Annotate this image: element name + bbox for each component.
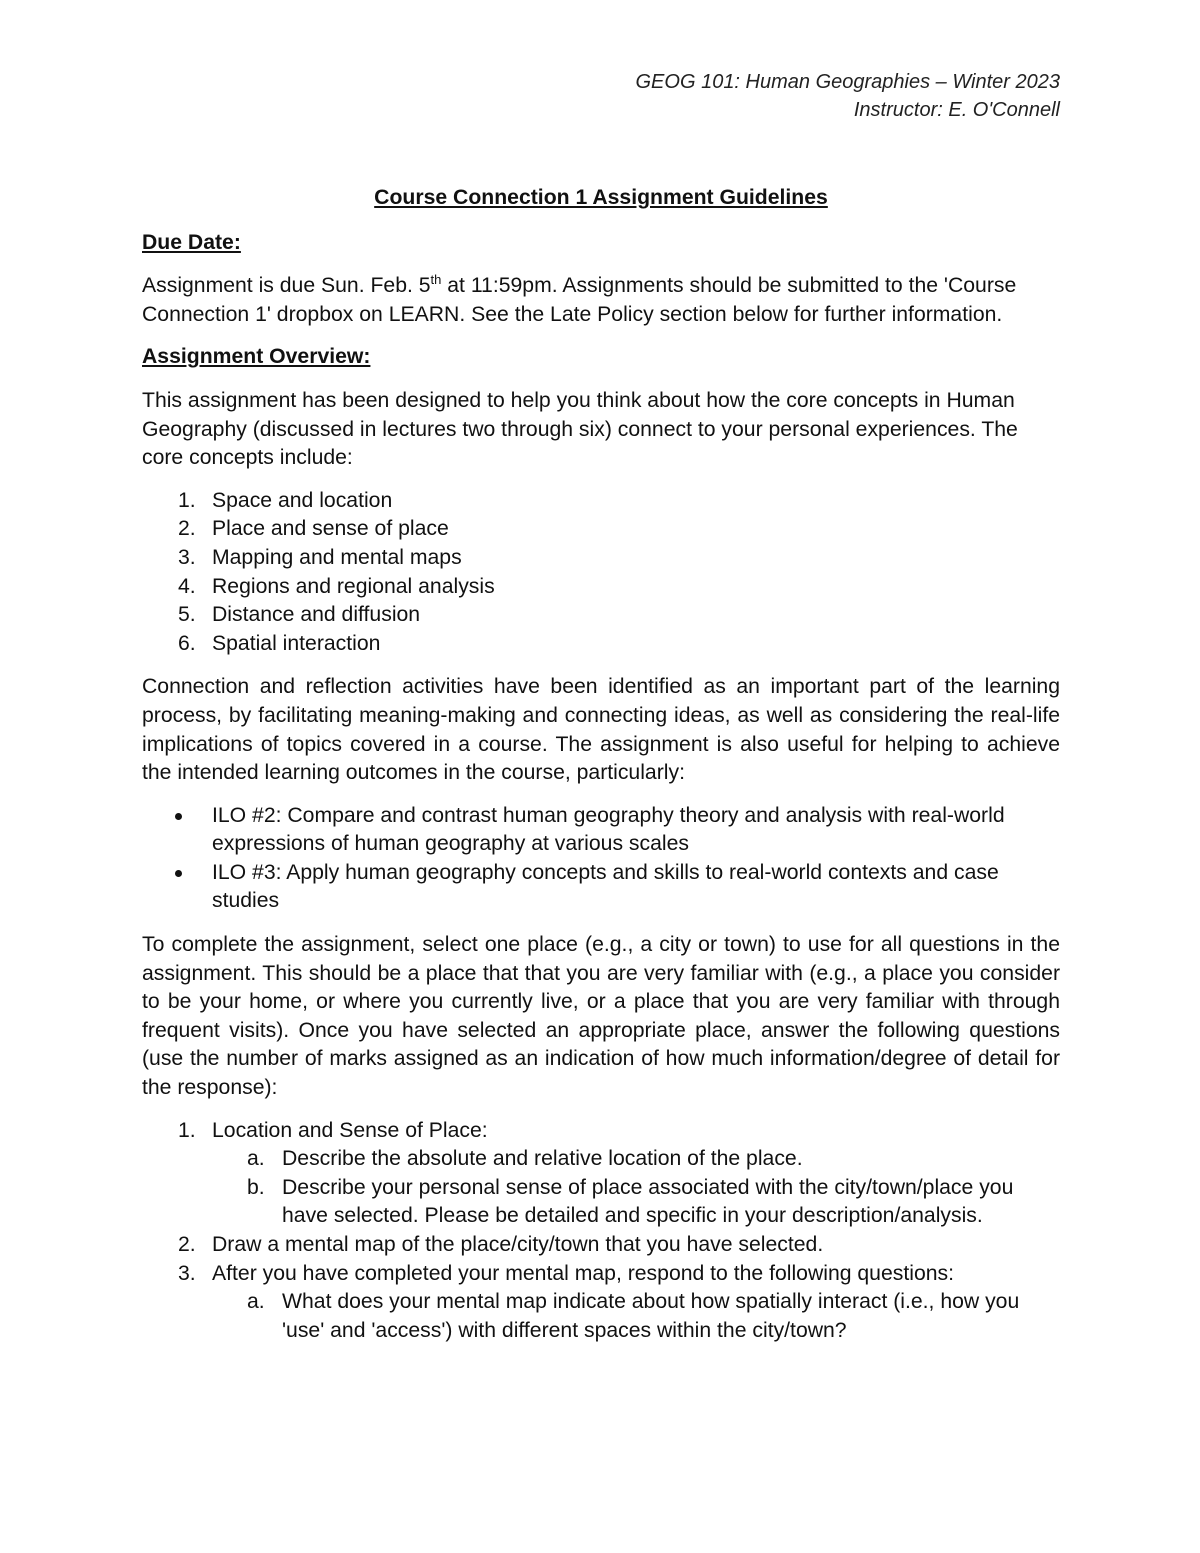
sub-question-list <box>212 1288 1060 1345</box>
list-number: 1. <box>178 488 196 512</box>
list-item-text: Spatial interaction <box>212 631 381 655</box>
core-concepts-list <box>142 487 1060 659</box>
due-date-ordinal: th <box>430 272 442 288</box>
question-number: 2. <box>178 1233 196 1256</box>
page-header <box>636 68 1061 124</box>
list-item <box>142 802 1060 859</box>
list-number: 5. <box>178 603 196 627</box>
list-item-text: ILO #2: Compare and contrast human geography theory and analysis with real-world expressions of human geography at various scales <box>212 803 1005 856</box>
question-item <box>142 1231 1060 1260</box>
sub-question-text: Describe your personal sense of place associated with the city/town/place you have selected. Please be detailed and specific in your description/analysis. <box>282 1175 1014 1228</box>
sub-question-letter: a. <box>247 1290 265 1314</box>
due-date-paragraph <box>142 272 1060 329</box>
list-number: 6. <box>178 631 196 655</box>
sub-question-text: What does your mental map indicate about how spatially interact (i.e., how you 'use' and 'access') with different spaces within the city/town? <box>282 1290 1020 1342</box>
question-number: 1. <box>178 1118 196 1142</box>
ilo-list <box>142 802 1060 916</box>
bullet-icon <box>175 870 182 877</box>
question-number: 3. <box>178 1261 196 1285</box>
list-item-text: Mapping and mental maps <box>212 545 462 569</box>
list-number: 3. <box>178 545 196 569</box>
list-item <box>142 601 1060 630</box>
due-date-text-start: Assignment is due Sun. Feb. 5 <box>142 274 431 298</box>
list-item-text: Space and location <box>212 488 393 512</box>
question-item <box>142 1117 1060 1231</box>
sub-question-letter: a. <box>247 1147 265 1171</box>
sub-question-item <box>212 1174 1060 1231</box>
sub-question-text: Describe the absolute and relative location of the place. <box>282 1147 803 1171</box>
question-text: Location and Sense of Place: <box>212 1118 488 1142</box>
course-title: GEOG 101: Human Geographies – Winter 2023 <box>635 71 1060 93</box>
connection-paragraph: Connection and reflection activities have been identified as an important part of the learning process, by facilitating meaning-making and connecting ideas, as well as considering the real-life implications of topics covered in a course. The assignment is also useful for helping to achieve the intended learning outcomes in the course, particularly: <box>142 675 1060 785</box>
list-item <box>142 859 1060 916</box>
question-text: After you have completed your mental map, respond to the following questions: <box>212 1261 954 1285</box>
due-date-text-end: at 11:59pm. Assignments should be submitted to the 'Course Connection 1' dropbox on LEARN. See the Late Policy section below for further information. <box>142 274 1017 326</box>
list-item <box>142 544 1060 573</box>
list-item-text: Place and sense of place <box>212 517 449 541</box>
sub-question-item <box>212 1288 1060 1345</box>
questions-list <box>142 1117 1060 1346</box>
list-item <box>142 630 1060 659</box>
list-item <box>142 487 1060 516</box>
question-item <box>142 1260 1060 1346</box>
list-item <box>142 573 1060 602</box>
sub-question-letter: b. <box>247 1175 265 1199</box>
page-title: Course Connection 1 Assignment Guidelines <box>374 186 828 209</box>
list-item-text: Regions and regional analysis <box>212 574 495 598</box>
sub-question-item <box>212 1145 1060 1174</box>
instructions-paragraph: To complete the assignment, select one place (e.g., a city or town) to use for all questions in the assignment. This should be a place that that you are very familiar with (e.g., a place you consider to be your home, or where you currently live, or a place that you are very familiar with through frequent visits). Once you have selected an appropriate place, answer the following questions (use the number of marks assigned as an indication of how much information/degree of detail for the response): <box>142 933 1060 1100</box>
instructor-name: Instructor: E. O'Connell <box>853 99 1060 121</box>
overview-heading: Assignment Overview: <box>142 345 371 369</box>
bullet-icon <box>175 813 182 820</box>
list-item-text: ILO #3: Apply human geography concepts and skills to real-world contexts and case studies <box>212 860 999 913</box>
due-date-heading: Due Date: <box>142 230 241 254</box>
list-number: 4. <box>178 574 196 598</box>
list-item <box>142 515 1060 544</box>
overview-intro: This assignment has been designed to help you think about how the core concepts in Human Geography (discussed in lectures two through six) connect to your personal experiences. The core concepts include: <box>142 388 1018 470</box>
list-number: 2. <box>178 517 196 541</box>
sub-question-list <box>212 1145 1060 1231</box>
question-text: Draw a mental map of the place/city/town that you have selected. <box>212 1233 824 1256</box>
list-item-text: Distance and diffusion <box>212 603 421 627</box>
document-body <box>142 184 1060 1360</box>
